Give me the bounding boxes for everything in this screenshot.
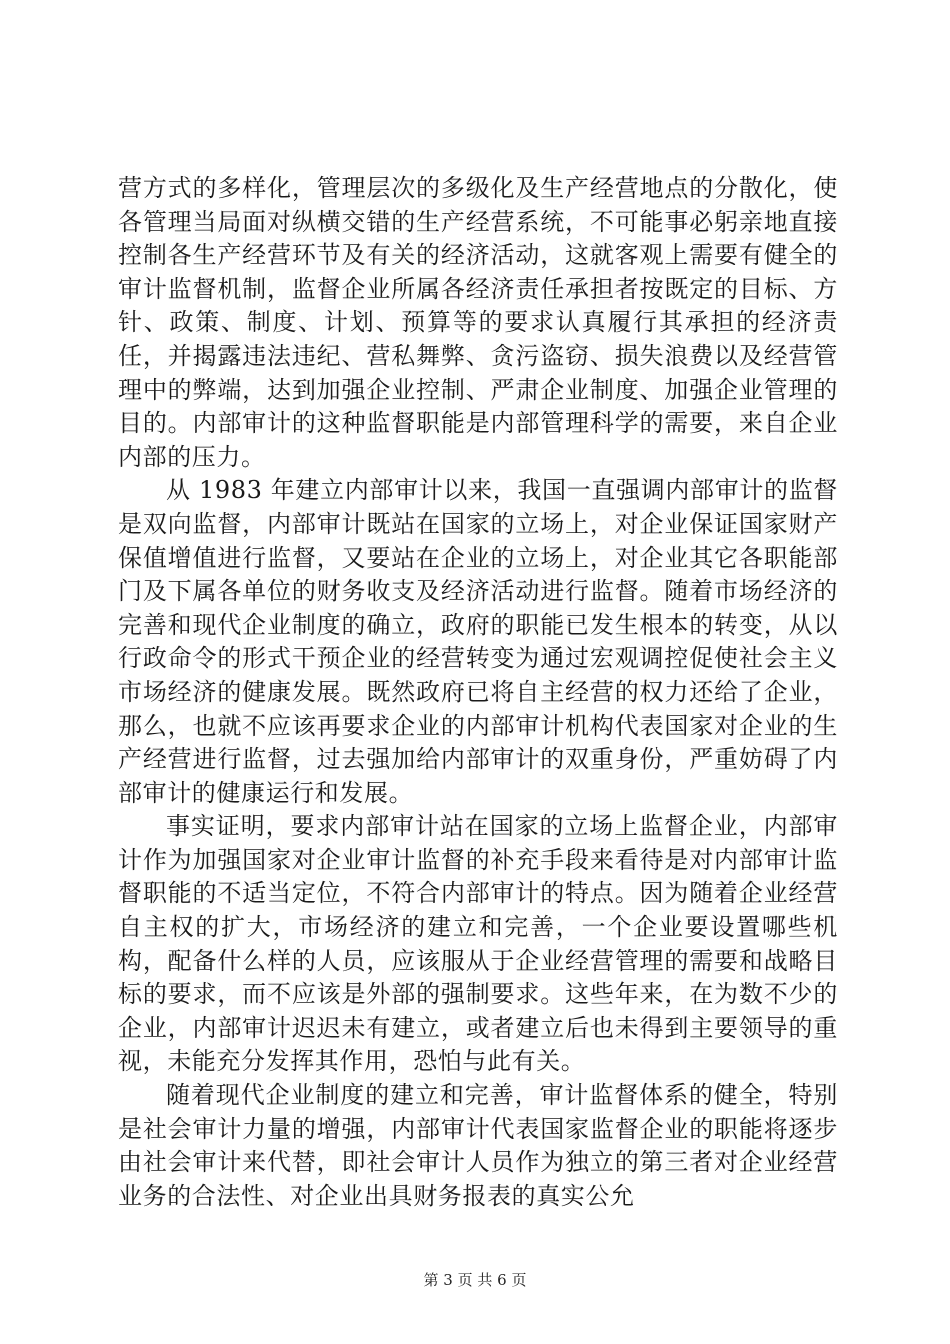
paragraph-continued: 营方式的多样化，管理层次的多级化及生产经营地点的分散化，使各管理当局面对纵横交错的生产经营系统，不可能事必躬亲地直接控制各生产经营环节及有关的经济活动，这就客观上需要有健全的审计监督机制，监督企业所属各经济责任承担者按既定的目标、方针、政策、制度、计划、预算等的要求认真履行其承担的经济责任，并揭露违法违纪、营私舞弊、贪污盗窃、损失浪费以及经营管理中的弊端，达到加强企业控制、严肃企业制度、加强企业管理的目的。内部审计的这种监督职能是内部管理科学的需要，来自企业内部的压力。 [118,174,838,471]
paragraph: 事实证明，要求内部审计站在国家的立场上监督企业，内部审计作为加强国家对企业审计监督的补充手段来看待是对内部审计监督职能的不适当定位，不符合内部审计的特点。因为随着企业经营自主权的扩大，市场经济的建立和完善，一个企业要设置哪些机构，配备什么样的人员，应该服从于企业经营管理的需要和战略目标的要求，而不应该是外部的强制要求。这些年来，在为数不少的企业，内部审计迟迟未有建立，或者建立后也未得到主要领导的重视，未能充分发挥其作用，恐怕与此有关。 [118,812,838,1076]
paragraph: 从 1983 年建立内部审计以来，我国一直强调内部审计的监督是双向监督，内部审计既站在国家的立场上，对企业保证国家财产保值增值进行监督，又要站在企业的立场上，对企业其它各职能部门及下属各单位的财务收支及经济活动进行监督。随着市场经济的完善和现代企业制度的确立，政府的职能已发生根本的转变，从以行政命令的形式干预企业的经营转变为通过宏观调控促使社会主义市场经济的健康发展。既然政府已将自主经营的权力还给了企业，那么，也就不应该再要求企业的内部审计机构代表国家对企业的生产经营进行监督，过去强加给内部审计的双重身份，严重妨碍了内部审计的健康运行和发展。 [118,476,838,807]
paragraph: 随着现代企业制度的建立和完善，审计监督体系的健全，特别是社会审计力量的增强，内部审计代表国家监督企业的职能将逐步由社会审计来代替，即社会审计人员作为独立的第三者对企业经营业务的合法性、对企业出具财务报表的真实公允 [118,1081,838,1210]
page-number-footer: 第 3 页 共 6 页 [423,1271,527,1289]
document-body [118,172,838,1213]
